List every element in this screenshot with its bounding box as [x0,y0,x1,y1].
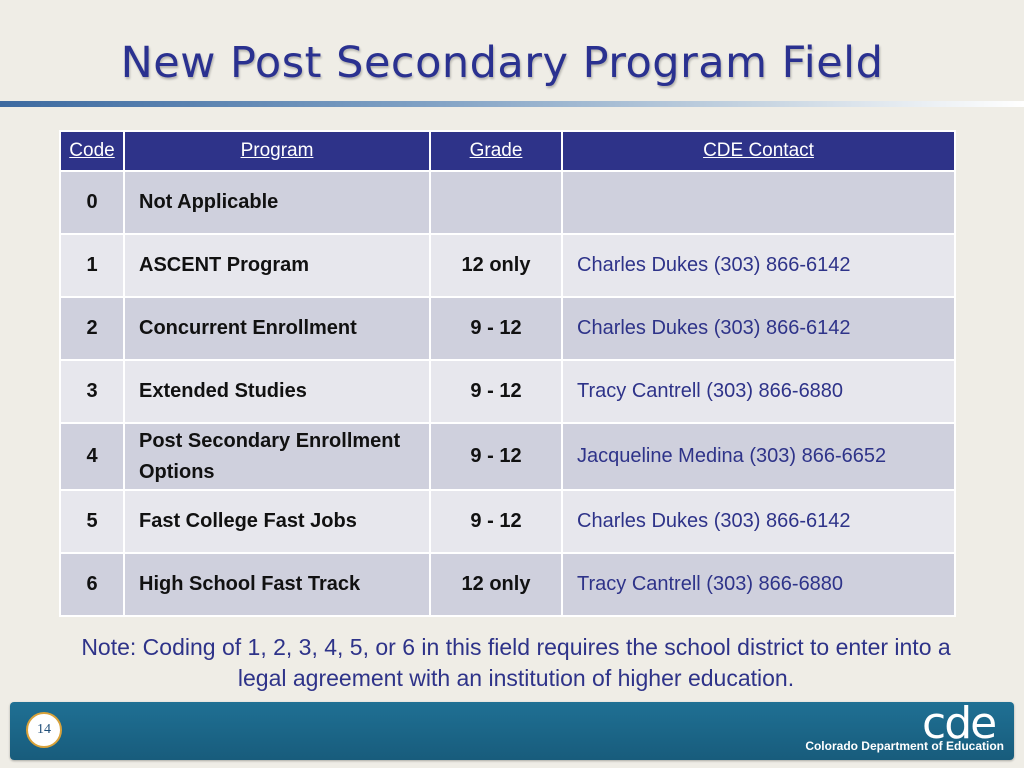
cde-logo: cde [922,698,996,749]
cell-contact: Tracy Cantrell (303) 866-6880 [562,553,955,616]
cell-contact: Charles Dukes (303) 866-6142 [562,297,955,360]
table-row [60,423,955,490]
table-row [60,360,955,423]
organization-name: Colorado Department of Education [805,739,1004,753]
table-header-row [60,131,955,171]
cell-code: 4 [60,423,124,490]
cell-grade: 9 - 12 [430,490,562,553]
cell-contact: Charles Dukes (303) 866-6142 [562,490,955,553]
cell-grade: 9 - 12 [430,360,562,423]
header-cde-contact[interactable]: CDE Contact [562,131,955,171]
header-program[interactable]: Program [124,131,430,171]
cell-grade: 9 - 12 [430,297,562,360]
cell-code: 2 [60,297,124,360]
cell-program: High School Fast Track [124,553,430,616]
program-table [59,130,956,617]
title-underline [0,101,1024,107]
slide-title: New Post Secondary Program Field [120,38,884,88]
cell-program: Extended Studies [124,360,430,423]
footnote: Note: Coding of 1, 2, 3, 4, 5, or 6 in this field requires the school district to enter into a legal agreement with an institution of higher education. [81,634,951,691]
table-row [60,297,955,360]
cell-program: Not Applicable [124,171,430,234]
cell-code: 1 [60,234,124,297]
footer-bar [10,698,1014,760]
table-row [60,171,955,234]
cell-contact [562,171,955,234]
table-row [60,234,955,297]
table-row [60,490,955,553]
cell-contact: Jacqueline Medina (303) 866-6652 [562,423,955,490]
cell-code: 3 [60,360,124,423]
header-code[interactable]: Code [60,131,124,171]
cell-code: 0 [60,171,124,234]
table-row [60,553,955,616]
cell-grade [430,171,562,234]
cell-program: Post Secondary Enrollment Options [124,423,430,490]
cell-contact: Charles Dukes (303) 866-6142 [562,234,955,297]
header-grade[interactable]: Grade [430,131,562,171]
cell-program: Concurrent Enrollment [124,297,430,360]
cell-grade: 12 only [430,234,562,297]
cell-program: Fast College Fast Jobs [124,490,430,553]
cell-grade: 9 - 12 [430,423,562,490]
cell-code: 5 [60,490,124,553]
cell-grade: 12 only [430,553,562,616]
cell-contact: Tracy Cantrell (303) 866-6880 [562,360,955,423]
page-number: 14 [26,712,62,748]
cell-code: 6 [60,553,124,616]
cell-program: ASCENT Program [124,234,430,297]
